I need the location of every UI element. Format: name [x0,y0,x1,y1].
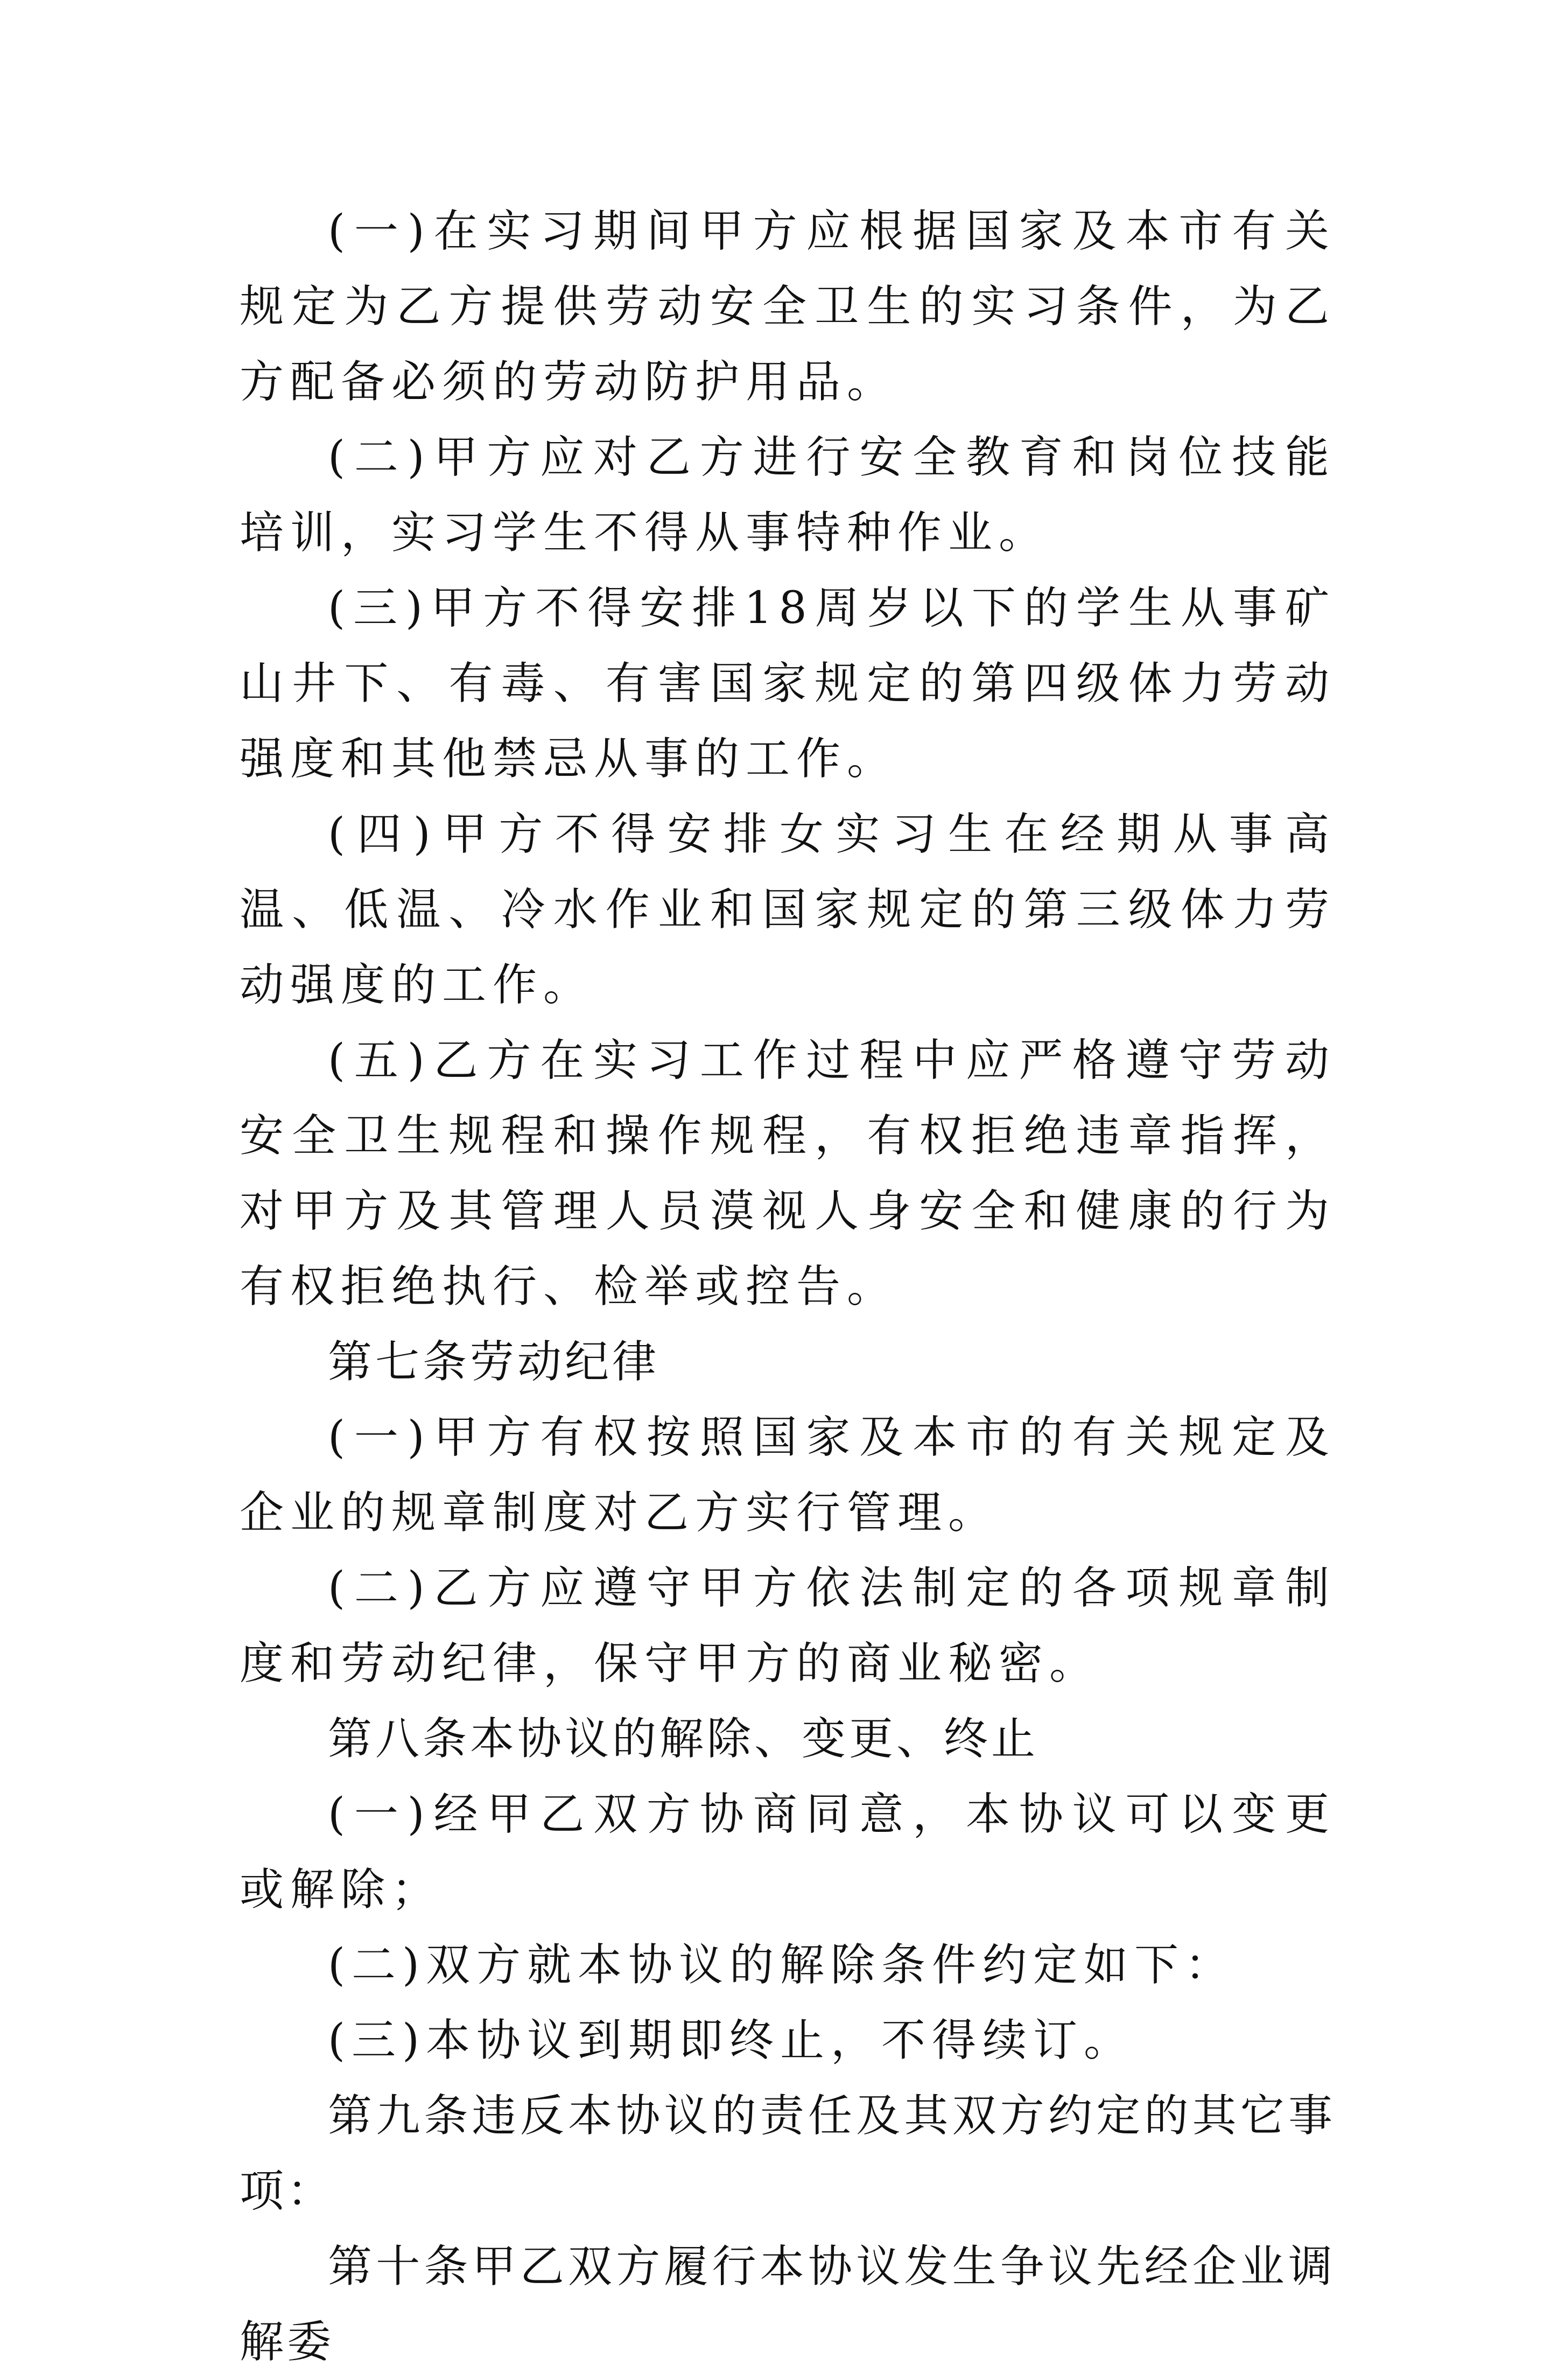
article-heading: 第九条违反本协议的责任及其双方约定的其它事项： [240,2090,1336,2217]
article-heading: 第十条甲乙双方履行本协议发生争议先经企业调解委 [240,2241,1336,2368]
clause-paragraph: (一)甲方有权按照国家及本市的有关规定及企业的规章制度对乙方实行管理。 [240,1412,1336,1538]
clause-paragraph: (二)乙方应遵守甲方依法制定的各项规章制度和劳动纪律，保守甲方的商业秘密。 [240,1563,1336,1689]
document-body [240,194,1336,2380]
clause-paragraph: (一)经甲乙双方协商同意，本协议可以变更或解除； [240,1789,1336,1915]
clause-paragraph: (四)甲方不得安排女实习生在经期从事高温、低温、冷水作业和国家规定的第三级体力劳动强度的工作。 [240,809,1336,1011]
article-heading: 第八条本协议的解除、变更、终止 [328,1713,1039,1765]
clause-paragraph: (三)甲方不得安排18周岁以下的学生从事矿山井下、有毒、有害国家规定的第四级体力劳动强度和其他禁忌从事的工作。 [240,583,1336,785]
article-heading: 第七条劳动纪律 [328,1336,660,1388]
clause-paragraph: (二)双方就本协议的解除条件约定如下： [328,1940,1236,1991]
clause-paragraph: (二)甲方应对乙方进行安全教育和岗位技能培训，实习学生不得从事特种作业。 [240,432,1336,558]
clause-paragraph: (一)在实习期间甲方应根据国家及本市有关规定为乙方提供劳动安全卫生的实习条件，为乙方配备必须的劳动防护用品。 [240,206,1336,408]
clause-paragraph: (三)本协议到期即终止，不得续订。 [328,2015,1134,2066]
clause-paragraph: (五)乙方在实习工作过程中应严格遵守劳动安全卫生规程和操作规程，有权拒绝违章指挥，对甲方及其管理人员漠视人身安全和健康的行为有权拒绝执行、检举或控告。 [240,1035,1336,1312]
